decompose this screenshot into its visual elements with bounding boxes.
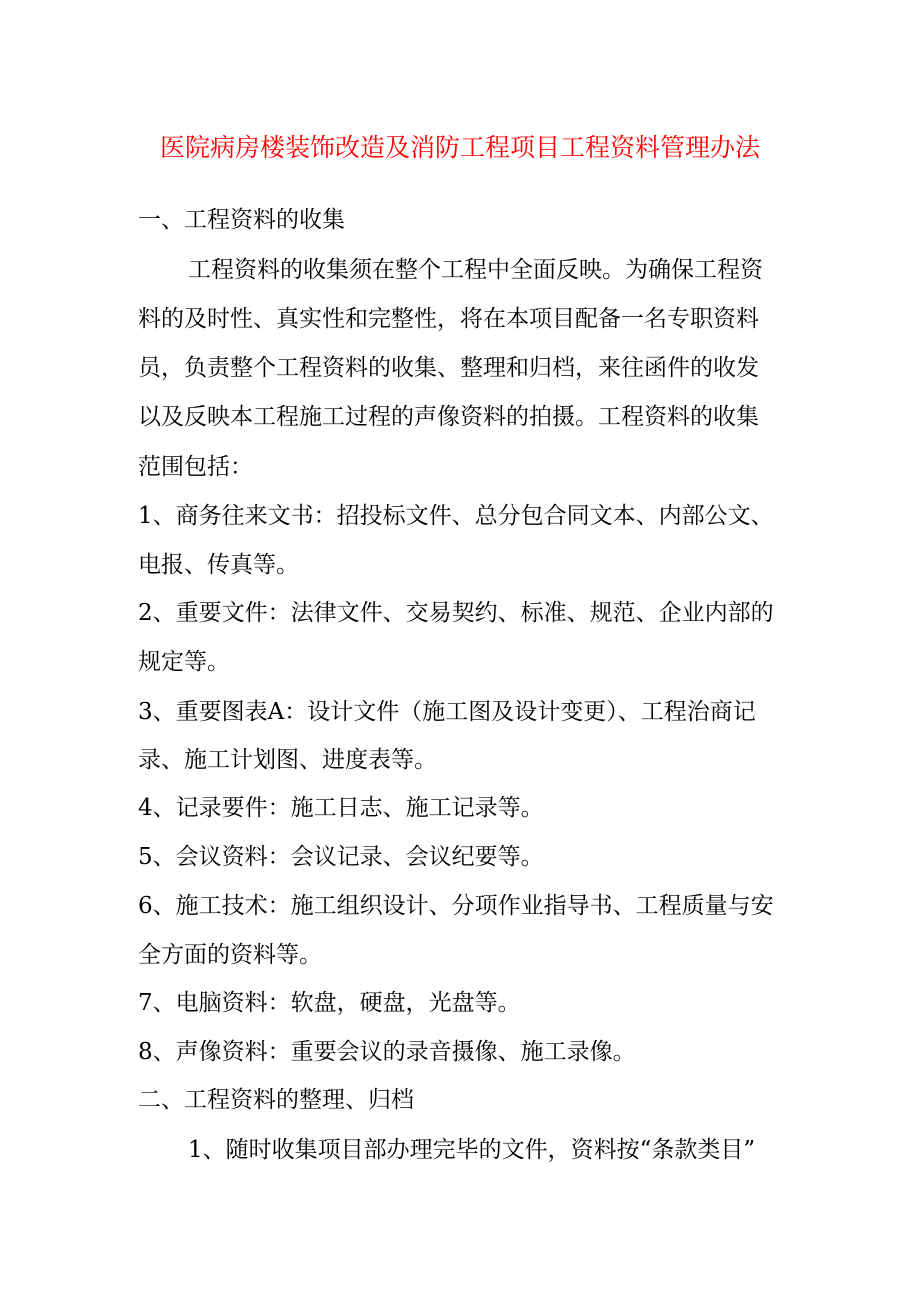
document-title: 医院病房楼装饰改造及消防工程项目工程资料管理办法 xyxy=(159,133,760,162)
section-heading-2: 二、工程资料的整理、归档 xyxy=(138,1087,414,1113)
list-item-2: 2、重要文件：法律文件、交易契约、标准、规范、企业内部的 xyxy=(138,600,774,626)
list-item-3-cont: 录、施工计划图、进度表等。 xyxy=(138,747,437,773)
list-item-5: 5、会议资料：会议记录、会议纪要等。 xyxy=(138,844,544,870)
list-item-1-cont: 电报、传真等。 xyxy=(138,552,299,578)
body-line: 以及反映本工程施工过程的声像资料的拍摄。工程资料的收集 xyxy=(138,404,759,430)
list-item-6: 6、施工技术：施工组织设计、分项作业指导书、工程质量与安 xyxy=(138,893,774,919)
section-heading-1: 一、工程资料的收集 xyxy=(138,207,345,233)
body-line: 工程资料的收集须在整个工程中全面反映。为确保工程资 xyxy=(188,257,763,283)
list-item-4: 4、记录要件：施工日志、施工记录等。 xyxy=(138,795,544,821)
list-item-1: 1、商务往来文书：招投标文件、总分包合同文本、内部公文、 xyxy=(138,503,774,529)
body-line: 料的及时性、真实性和完整性，将在本项目配备一名专职资料 xyxy=(138,306,759,332)
list-item-6-cont: 全方面的资料等。 xyxy=(138,942,322,968)
body-line: 1、随时收集项目部办理完毕的文件，资料按“条款类目” xyxy=(188,1137,756,1163)
body-line: 范围包括： xyxy=(138,454,253,480)
list-item-2-cont: 规定等。 xyxy=(138,649,230,675)
list-item-8: 8、声像资料：重要会议的录音摄像、施工录像。 xyxy=(138,1039,636,1065)
body-line: 员，负责整个工程资料的收集、整理和归档，来往函件的收发 xyxy=(138,355,759,381)
list-item-7: 7、电脑资料：软盘，硬盘，光盘等。 xyxy=(138,990,521,1016)
list-item-3: 3、重要图表A：设计文件（施工图及设计变更）、工程治商记 xyxy=(138,699,756,725)
